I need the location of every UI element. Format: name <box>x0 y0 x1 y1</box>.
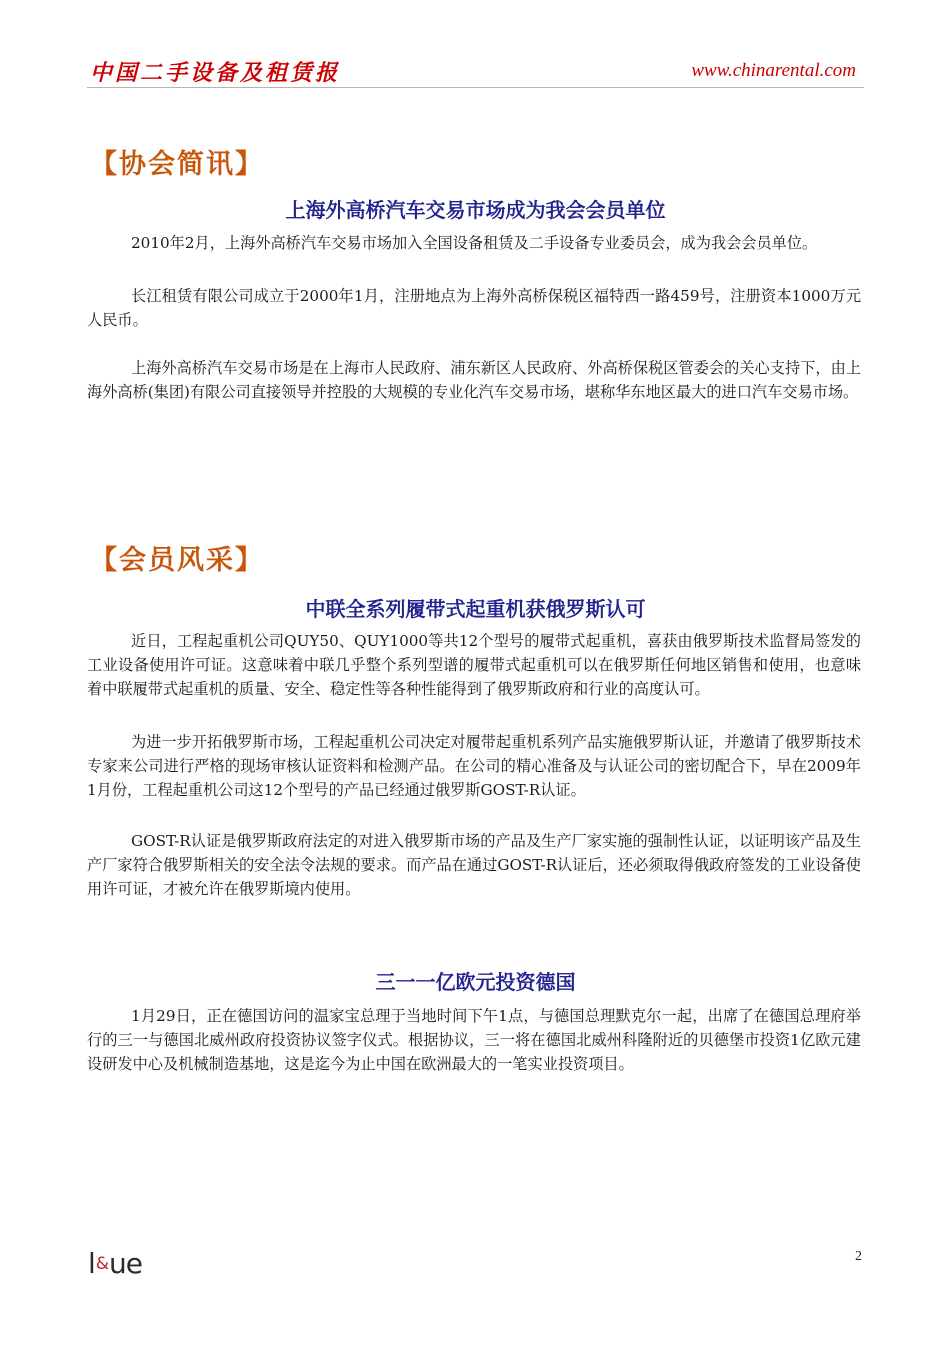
article-paragraph: GOST-R认证是俄罗斯政府法定的对进入俄罗斯市场的产品及生产厂家实施的强制性认证，以证明该产品及生产厂家符合俄罗斯相关的安全法令法规的要求。而产品在通过GOST-R认证后，还必须取得俄政府签发的工业设备使用许可证，才被允许在俄罗斯境内使用。 <box>87 832 861 898</box>
article-title: 上海外高桥汽车交易市场成为我会会员单位 <box>285 198 666 222</box>
article-paragraph: 为进一步开拓俄罗斯市场，工程起重机公司决定对履带起重机系列产品实施俄罗斯认证，并邀请了俄罗斯技术专家来公司进行严格的现场审核认证资料和检测产品。在公司的精心准备及与认证公司的密切配合下，早在2009年1月份，工程起重机公司这12个型号的产品已经通过俄罗斯GOST-R认证。 <box>87 733 861 799</box>
article-paragraph: 长江租赁有限公司成立于2000年1月，注册地点为上海外高桥保税区福特西一路459号，注册资本1000万元人民币。 <box>87 287 861 329</box>
article-paragraph: 1月29日，正在德国访问的温家宝总理于当地时间下午1点，与德国总理默克尔一起，出席了在德国总理府举行的三一与德国北威州政府投资协议签字仪式。根据协议，三一将在德国北威州科隆附近的贝德堡市投资1亿欧元建设研发中心及机械制造基地，这是迄今为止中国在欧洲最大的一笔实业投资项目。 <box>87 1007 861 1073</box>
logo-ampersand: & <box>95 1254 109 1274</box>
newspaper-title: 中国二手设备及租赁报 <box>90 60 341 86</box>
section-tag-association-news: 【协会简讯】 <box>90 149 264 180</box>
article-title: 中联全系列履带式起重机获俄罗斯认可 <box>305 597 646 621</box>
logo-letter: l <box>88 1247 95 1280</box>
article-paragraph: 2010年2月，上海外高桥汽车交易市场加入全国设备租赁及二手设备专业委员会，成为我会会员单位。 <box>131 234 818 252</box>
website-url[interactable]: www.chinarental.com <box>691 60 856 81</box>
publisher-logo <box>88 1247 142 1280</box>
article-paragraph: 近日，工程起重机公司QUY50、QUY1000等共12个型号的履带式起重机，喜获由俄罗斯技术监督局签发的工业设备使用许可证。这意味着中联几乎整个系列型谱的履带式起重机可以在俄罗斯任何地区销售和使用，也意味着中联履带式起重机的质量、安全、稳定性等各种性能得到了俄罗斯政府和行业的高度认可。 <box>87 632 861 698</box>
page-number: 2 <box>855 1249 862 1264</box>
article-paragraph: 上海外高桥汽车交易市场是在上海市人民政府、浦东新区人民政府、外高桥保税区管委会的关心支持下，由上海外高桥(集团)有限公司直接领导并控股的大规模的专业化汽车交易市场，堪称华东地区最大的进口汽车交易市场。 <box>87 359 861 401</box>
logo-letters: ue <box>109 1247 143 1280</box>
header-divider <box>87 87 864 88</box>
section-tag-member-showcase: 【会员风采】 <box>90 545 264 576</box>
article-title: 三一一亿欧元投资德国 <box>375 970 576 994</box>
